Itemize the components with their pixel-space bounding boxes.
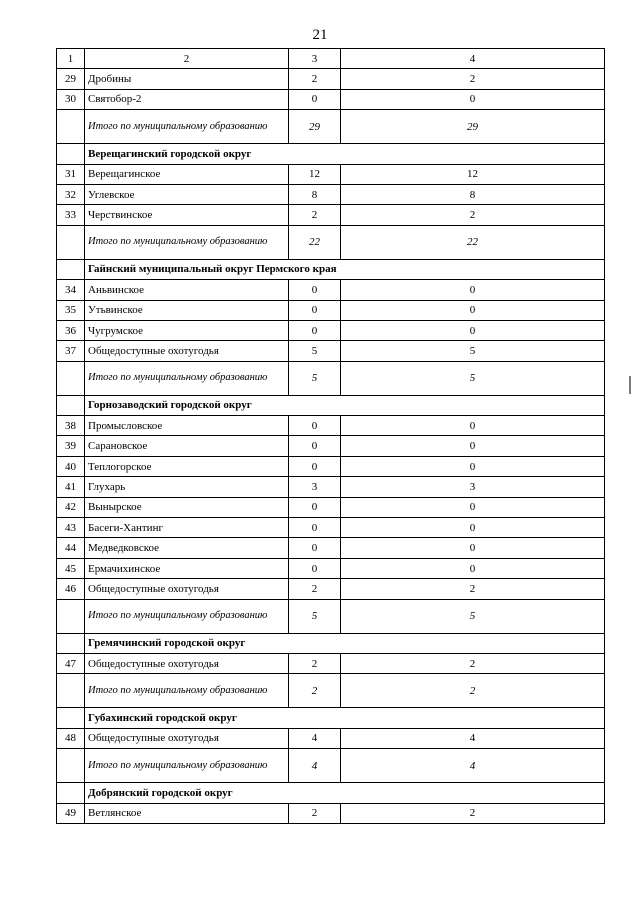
total-label: Итого по муниципальному образованию xyxy=(85,749,289,783)
hunting-ground-name: Черствинское xyxy=(85,205,289,225)
total-row xyxy=(57,674,605,708)
value-col4: 2 xyxy=(341,653,605,673)
value-col3: 0 xyxy=(289,538,341,558)
total-number-cell xyxy=(57,361,85,395)
table-row xyxy=(57,803,605,823)
hunting-ground-name: Верещагинское xyxy=(85,164,289,184)
value-col4: 5 xyxy=(341,341,605,361)
value-col3: 5 xyxy=(289,341,341,361)
hunting-ground-name: Вынырское xyxy=(85,497,289,517)
hunting-ground-name: Общедоступные охотугодья xyxy=(85,579,289,599)
row-number: 48 xyxy=(57,728,85,748)
hunting-ground-name: Глухарь xyxy=(85,477,289,497)
value-col3: 0 xyxy=(289,456,341,476)
row-number: 36 xyxy=(57,320,85,340)
row-number: 47 xyxy=(57,653,85,673)
hunting-ground-name: Общедоступные охотугодья xyxy=(85,341,289,361)
section-number-cell xyxy=(57,708,85,728)
section-title: Губахинский городской округ xyxy=(85,708,605,728)
value-col4: 2 xyxy=(341,803,605,823)
value-col4: 2 xyxy=(341,579,605,599)
row-number: 45 xyxy=(57,558,85,578)
value-col4: 0 xyxy=(341,538,605,558)
hunting-ground-name: Аньвинское xyxy=(85,280,289,300)
total-label: Итого по муниципальному образованию xyxy=(85,361,289,395)
section-row xyxy=(57,259,605,279)
scan-edge-mark xyxy=(629,376,631,394)
section-row xyxy=(57,783,605,803)
value-col4: 0 xyxy=(341,497,605,517)
section-row xyxy=(57,144,605,164)
total-value-col3: 29 xyxy=(289,110,341,144)
section-title: Гремячинский городской округ xyxy=(85,633,605,653)
row-number: 43 xyxy=(57,518,85,538)
value-col3: 3 xyxy=(289,477,341,497)
total-value-col4: 22 xyxy=(341,225,605,259)
total-value-col3: 5 xyxy=(289,361,341,395)
value-col4: 0 xyxy=(341,280,605,300)
total-number-cell xyxy=(57,749,85,783)
total-row xyxy=(57,599,605,633)
hunting-ground-name: Теплогорское xyxy=(85,456,289,476)
value-col4: 0 xyxy=(341,558,605,578)
table-row xyxy=(57,164,605,184)
section-title: Горнозаводский городской округ xyxy=(85,395,605,415)
total-value-col3: 4 xyxy=(289,749,341,783)
section-number-cell xyxy=(57,633,85,653)
value-col3: 2 xyxy=(289,69,341,89)
value-col4: 0 xyxy=(341,89,605,109)
table-row xyxy=(57,653,605,673)
section-number-cell xyxy=(57,783,85,803)
hunting-ground-name: Промысловское xyxy=(85,416,289,436)
hunting-ground-name: Углевское xyxy=(85,184,289,204)
total-label: Итого по муниципальному образованию xyxy=(85,110,289,144)
value-col3: 0 xyxy=(289,518,341,538)
table-row xyxy=(57,728,605,748)
row-number: 42 xyxy=(57,497,85,517)
header-cell-2: 2 xyxy=(85,49,289,69)
table-row xyxy=(57,320,605,340)
value-col3: 0 xyxy=(289,280,341,300)
hunting-ground-name: Общедоступные охотугодья xyxy=(85,653,289,673)
hunting-ground-name: Ермачихинское xyxy=(85,558,289,578)
total-value-col3: 2 xyxy=(289,674,341,708)
section-row xyxy=(57,708,605,728)
total-label: Итого по муниципальному образованию xyxy=(85,599,289,633)
total-label: Итого по муниципальному образованию xyxy=(85,225,289,259)
value-col4: 0 xyxy=(341,436,605,456)
row-number: 40 xyxy=(57,456,85,476)
section-number-cell xyxy=(57,395,85,415)
total-label: Итого по муниципальному образованию xyxy=(85,674,289,708)
section-row xyxy=(57,633,605,653)
hunting-ground-name: Общедоступные охотугодья xyxy=(85,728,289,748)
table-row xyxy=(57,416,605,436)
row-number: 44 xyxy=(57,538,85,558)
table-row xyxy=(57,456,605,476)
table-row xyxy=(57,341,605,361)
table-row xyxy=(57,497,605,517)
hunting-ground-name: Басеги-Хантинг xyxy=(85,518,289,538)
total-value-col4: 29 xyxy=(341,110,605,144)
row-number: 49 xyxy=(57,803,85,823)
table-row xyxy=(57,558,605,578)
value-col4: 3 xyxy=(341,477,605,497)
row-number: 46 xyxy=(57,579,85,599)
hunting-ground-name: Утьвинское xyxy=(85,300,289,320)
hunting-ground-name: Дробины xyxy=(85,69,289,89)
table-row xyxy=(57,69,605,89)
total-number-cell xyxy=(57,225,85,259)
total-value-col4: 5 xyxy=(341,599,605,633)
hunting-ground-name: Святобор-2 xyxy=(85,89,289,109)
section-title: Гайнский муниципальный округ Пермского края xyxy=(85,259,605,279)
total-row xyxy=(57,110,605,144)
value-col4: 8 xyxy=(341,184,605,204)
hunting-ground-name: Сарановское xyxy=(85,436,289,456)
row-number: 39 xyxy=(57,436,85,456)
total-value-col3: 5 xyxy=(289,599,341,633)
table-row xyxy=(57,518,605,538)
value-col3: 0 xyxy=(289,89,341,109)
table-row xyxy=(57,184,605,204)
value-col3: 0 xyxy=(289,497,341,517)
table-row xyxy=(57,205,605,225)
value-col3: 2 xyxy=(289,653,341,673)
value-col4: 2 xyxy=(341,205,605,225)
value-col4: 0 xyxy=(341,518,605,538)
value-col3: 2 xyxy=(289,803,341,823)
total-value-col4: 2 xyxy=(341,674,605,708)
value-col3: 4 xyxy=(289,728,341,748)
hunting-ground-name: Чугрумское xyxy=(85,320,289,340)
row-number: 31 xyxy=(57,164,85,184)
section-number-cell xyxy=(57,144,85,164)
table-row xyxy=(57,477,605,497)
header-cell-1: 1 xyxy=(57,49,85,69)
total-number-cell xyxy=(57,110,85,144)
table-row xyxy=(57,89,605,109)
total-number-cell xyxy=(57,599,85,633)
value-col4: 0 xyxy=(341,300,605,320)
page-number: 21 xyxy=(312,27,328,43)
total-value-col3: 22 xyxy=(289,225,341,259)
table-row xyxy=(57,538,605,558)
total-row xyxy=(57,361,605,395)
row-number: 33 xyxy=(57,205,85,225)
total-number-cell xyxy=(57,674,85,708)
total-row xyxy=(57,749,605,783)
value-col4: 12 xyxy=(341,164,605,184)
table-row xyxy=(57,300,605,320)
row-number: 37 xyxy=(57,341,85,361)
section-row xyxy=(57,395,605,415)
table-row xyxy=(57,436,605,456)
header-cell-3: 3 xyxy=(289,49,341,69)
value-col4: 4 xyxy=(341,728,605,748)
value-col3: 8 xyxy=(289,184,341,204)
total-row xyxy=(57,225,605,259)
row-number: 41 xyxy=(57,477,85,497)
value-col4: 0 xyxy=(341,456,605,476)
value-col3: 2 xyxy=(289,579,341,599)
value-col3: 0 xyxy=(289,416,341,436)
value-col3: 0 xyxy=(289,436,341,456)
value-col4: 0 xyxy=(341,320,605,340)
value-col4: 0 xyxy=(341,416,605,436)
row-number: 34 xyxy=(57,280,85,300)
value-col3: 12 xyxy=(289,164,341,184)
hunting-ground-name: Медведковское xyxy=(85,538,289,558)
table-row xyxy=(57,579,605,599)
table-row xyxy=(57,280,605,300)
total-value-col4: 4 xyxy=(341,749,605,783)
section-title: Добрянский городской округ xyxy=(85,783,605,803)
value-col3: 0 xyxy=(289,558,341,578)
hunting-grounds-table xyxy=(56,48,605,824)
value-col3: 0 xyxy=(289,300,341,320)
section-title: Верещагинский городской округ xyxy=(85,144,605,164)
header-row xyxy=(57,49,605,69)
row-number: 38 xyxy=(57,416,85,436)
row-number: 29 xyxy=(57,69,85,89)
row-number: 30 xyxy=(57,89,85,109)
row-number: 32 xyxy=(57,184,85,204)
row-number: 35 xyxy=(57,300,85,320)
section-number-cell xyxy=(57,259,85,279)
value-col4: 2 xyxy=(341,69,605,89)
total-value-col4: 5 xyxy=(341,361,605,395)
value-col3: 2 xyxy=(289,205,341,225)
value-col3: 0 xyxy=(289,320,341,340)
header-cell-4: 4 xyxy=(341,49,605,69)
hunting-ground-name: Ветлянское xyxy=(85,803,289,823)
